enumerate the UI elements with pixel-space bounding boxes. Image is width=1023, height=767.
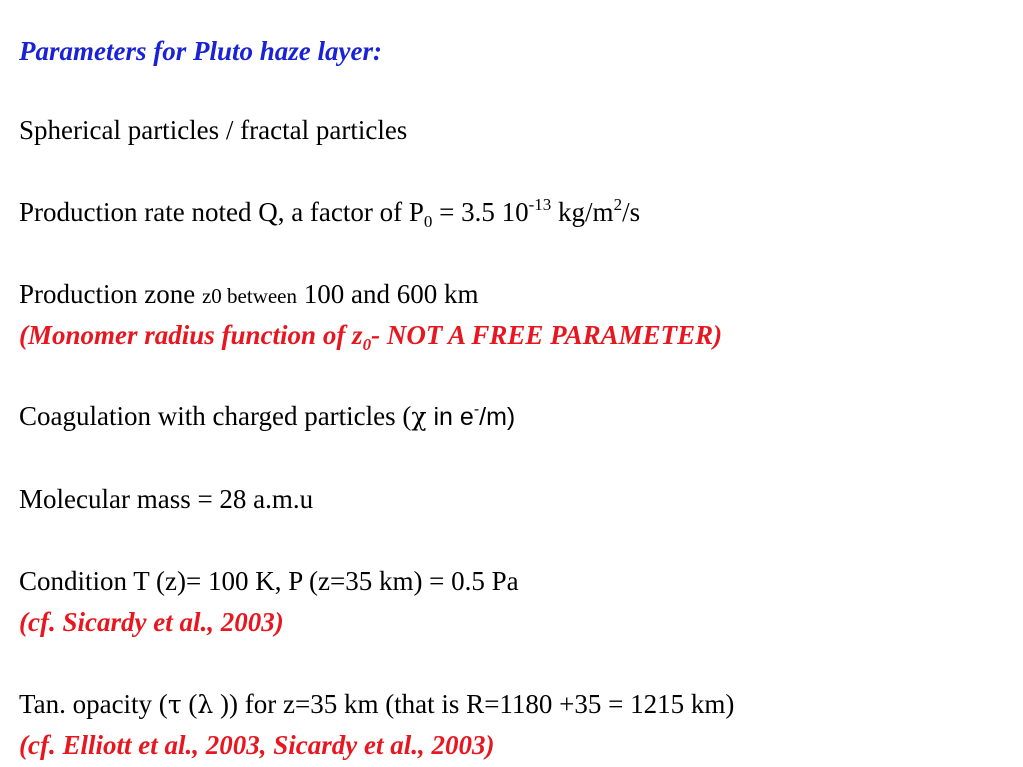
coagulation-text: Coagulation with charged particles ( — [19, 401, 412, 431]
production-zone-range: 100 and 600 km — [297, 279, 479, 309]
coagulation-in-e: in e — [426, 403, 474, 431]
production-rate-exp: -13 — [528, 195, 552, 214]
production-rate-unit-exp: 2 — [613, 195, 623, 214]
coagulation-line — [19, 400, 515, 433]
lambda-symbol: λ — [197, 690, 214, 719]
opacity-post: )) for z=35 km (that is R=1180 +35 = 1215 km) — [213, 689, 735, 719]
production-rate-unit: kg/m — [551, 197, 614, 227]
production-rate-text: Production rate noted Q, a factor of P — [19, 197, 424, 227]
production-rate-eq: = 3.5 10 — [432, 197, 529, 227]
monomer-note — [19, 319, 723, 354]
sicardy-reference: (cf. Sicardy et al., 2003) — [19, 607, 284, 637]
opacity-line — [19, 688, 734, 721]
tau-symbol: τ — [167, 690, 182, 719]
coagulation-minus: - — [473, 401, 480, 418]
monomer-note-pre: (Monomer radius function of z — [19, 320, 363, 350]
production-zone-z0: z0 between — [201, 284, 298, 308]
opacity-mid: ( — [181, 689, 198, 719]
chi-symbol: χ — [411, 402, 427, 431]
production-zone-line — [19, 278, 479, 312]
elliott-reference: (cf. Elliott et al., 2003, Sicardy et al., 2003) — [19, 730, 495, 760]
monomer-note-post: - NOT A FREE PARAMETER) — [371, 320, 723, 350]
production-rate-p-sub: 0 — [423, 212, 433, 231]
production-rate-line — [19, 195, 641, 231]
production-rate-unit-tail: /s — [622, 197, 641, 227]
coagulation-tail: /m) — [479, 403, 516, 431]
slide-title: Parameters for Pluto haze layer: — [19, 36, 382, 66]
condition-line: Condition T (z)= 100 K, P (z=35 km) = 0.5 Pa — [19, 566, 519, 596]
monomer-note-sub: 0 — [362, 335, 372, 354]
opacity-pre: Tan. opacity ( — [19, 689, 168, 719]
molecular-mass-line: Molecular mass = 28 a.m.u — [19, 484, 314, 514]
production-zone-text: Production zone — [19, 279, 202, 309]
particles-line: Spherical particles / fractal particles — [19, 115, 408, 145]
